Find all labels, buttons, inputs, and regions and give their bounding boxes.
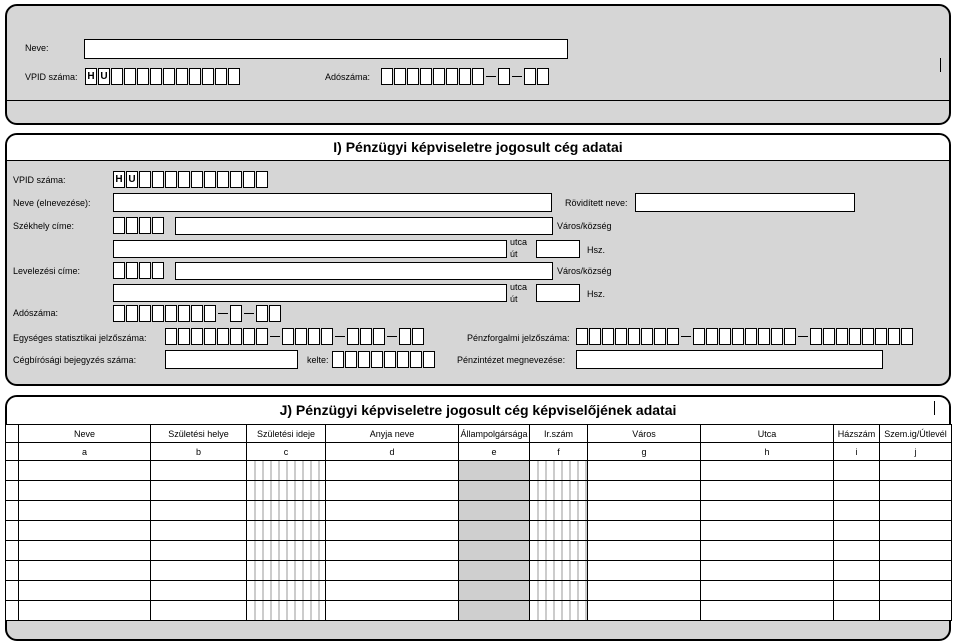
char-box[interactable] [228, 68, 240, 85]
table-cell[interactable] [459, 541, 530, 561]
separator-dash [218, 313, 228, 314]
table-cell[interactable] [701, 461, 834, 481]
table-row [6, 561, 952, 581]
table-cell[interactable] [459, 461, 530, 481]
char-box[interactable] [111, 68, 123, 85]
char-box[interactable] [256, 328, 268, 345]
column-letter: e [459, 443, 530, 461]
company-name-label: Neve (elnevezése): [13, 198, 91, 208]
table-cell[interactable] [326, 601, 459, 621]
char-box[interactable] [433, 68, 445, 85]
mail-address-label: Levelezési címe: [13, 266, 81, 276]
table-cell[interactable] [19, 481, 151, 501]
seat-city-field[interactable] [175, 217, 553, 235]
representatives-table [5, 424, 952, 621]
char-box[interactable] [113, 217, 125, 234]
table-cell[interactable] [530, 601, 588, 621]
char-box[interactable] [399, 328, 411, 345]
char-box[interactable] [732, 328, 744, 345]
table-cell[interactable] [530, 541, 588, 561]
table-cell[interactable] [247, 481, 326, 501]
char-box[interactable] [371, 351, 383, 368]
char-box[interactable]: H [85, 68, 97, 85]
table-cell[interactable] [530, 501, 588, 521]
stat-number-label: Egységes statisztikai jelzőszáma: [13, 333, 147, 343]
column-header: Állampolgársága [459, 425, 530, 443]
char-box[interactable]: U [126, 171, 138, 188]
char-box[interactable] [745, 328, 757, 345]
short-name-label: Rövidített neve: [565, 198, 628, 208]
char-box[interactable] [888, 328, 900, 345]
char-box[interactable] [152, 305, 164, 322]
char-box[interactable] [215, 68, 227, 85]
table-cell[interactable] [151, 581, 247, 601]
table-cell[interactable] [701, 521, 834, 541]
table-cell[interactable] [151, 561, 247, 581]
char-box[interactable] [165, 328, 177, 345]
char-box[interactable] [576, 328, 588, 345]
char-box[interactable] [176, 68, 188, 85]
char-box[interactable] [150, 68, 162, 85]
table-cell[interactable] [834, 521, 880, 541]
table-cell[interactable] [247, 561, 326, 581]
row-gutter [6, 561, 19, 581]
separator-dash [798, 336, 808, 337]
table-cell[interactable] [880, 601, 952, 621]
table-cell[interactable] [247, 541, 326, 561]
char-box[interactable] [628, 328, 640, 345]
char-box[interactable] [113, 305, 125, 322]
char-box[interactable] [113, 262, 125, 279]
row-gutter [6, 521, 19, 541]
seat-house-field[interactable] [536, 240, 580, 258]
char-box[interactable] [836, 328, 848, 345]
table-cell[interactable] [247, 581, 326, 601]
table-cell[interactable] [19, 601, 151, 621]
char-box[interactable] [360, 328, 372, 345]
section-j-panel [5, 395, 951, 641]
mail-house-field[interactable] [536, 284, 580, 302]
table-row [6, 501, 952, 521]
char-box[interactable] [165, 305, 177, 322]
char-box[interactable] [256, 305, 268, 322]
char-box[interactable] [347, 328, 359, 345]
char-box[interactable] [784, 328, 796, 345]
char-box[interactable] [243, 328, 255, 345]
name-field[interactable] [84, 39, 568, 59]
table-cell[interactable] [19, 501, 151, 521]
table-cell[interactable] [834, 481, 880, 501]
table-cell[interactable] [701, 581, 834, 601]
char-box[interactable] [459, 68, 471, 85]
char-box[interactable] [139, 217, 151, 234]
char-box[interactable] [191, 328, 203, 345]
column-header: Házszám [834, 425, 880, 443]
table-cell[interactable] [588, 561, 701, 581]
char-box[interactable] [849, 328, 861, 345]
table-cell[interactable] [588, 581, 701, 601]
char-box[interactable] [446, 68, 458, 85]
section-i-title: I) Pénzügyi képviseletre jogosult cég adatai [7, 135, 949, 161]
seat-house-label: Hsz. [587, 245, 605, 255]
stat-number-boxes[interactable] [165, 328, 425, 345]
char-box[interactable] [204, 171, 216, 188]
column-letter: c [247, 443, 326, 461]
section-i-panel [5, 133, 951, 386]
seat-street-label-1: utca [510, 237, 528, 247]
name-label: Neve: [25, 43, 49, 53]
char-box[interactable] [139, 171, 151, 188]
seat-address-label: Székhely címe: [13, 221, 75, 231]
char-box[interactable] [524, 68, 536, 85]
table-cell[interactable] [701, 501, 834, 521]
char-box[interactable] [537, 68, 549, 85]
table-cell[interactable] [459, 581, 530, 601]
table-row [6, 581, 952, 601]
table-cell[interactable] [151, 541, 247, 561]
row-gutter [6, 601, 19, 621]
char-box[interactable] [256, 171, 268, 188]
char-box[interactable] [178, 328, 190, 345]
table-cell[interactable] [701, 601, 834, 621]
table-cell[interactable] [880, 501, 952, 521]
table-cell[interactable] [880, 581, 952, 601]
table-cell[interactable] [530, 521, 588, 541]
date-label: kelte: [307, 355, 329, 365]
char-box[interactable] [139, 262, 151, 279]
mail-city-label: Város/község [557, 266, 612, 276]
bank-name-label: Pénzintézet megnevezése: [457, 355, 566, 365]
mail-street-field[interactable] [113, 284, 507, 302]
tax-number-label: Adószáma: [325, 72, 371, 82]
column-header: Neve [19, 425, 151, 443]
company-tax-boxes[interactable] [113, 305, 282, 322]
char-box[interactable] [191, 171, 203, 188]
table-row [6, 601, 952, 621]
table-cell[interactable] [151, 601, 247, 621]
char-box[interactable]: U [98, 68, 110, 85]
date-boxes[interactable] [332, 351, 436, 368]
row-gutter [6, 481, 19, 501]
char-box[interactable] [615, 328, 627, 345]
mail-house-label: Hsz. [587, 289, 605, 299]
table-cell[interactable] [19, 581, 151, 601]
char-box[interactable] [412, 328, 424, 345]
char-box[interactable] [126, 305, 138, 322]
char-box[interactable] [345, 351, 357, 368]
separator-dash [512, 76, 522, 77]
seat-street-label-2: út [510, 249, 518, 259]
table-cell[interactable] [247, 601, 326, 621]
table-cell[interactable] [19, 541, 151, 561]
char-box[interactable] [204, 328, 216, 345]
column-letter: f [530, 443, 588, 461]
text-cursor-j [934, 401, 935, 415]
table-cell[interactable] [588, 521, 701, 541]
char-box[interactable] [202, 68, 214, 85]
table-cell[interactable] [247, 461, 326, 481]
row-gutter [6, 443, 19, 461]
table-cell[interactable] [19, 461, 151, 481]
char-box[interactable] [126, 217, 138, 234]
table-cell[interactable] [151, 521, 247, 541]
mail-street-label-1: utca [510, 282, 528, 292]
char-box[interactable] [875, 328, 887, 345]
seat-zip-boxes[interactable] [113, 217, 165, 234]
char-box[interactable] [165, 171, 177, 188]
char-box[interactable] [498, 68, 510, 85]
char-box[interactable] [358, 351, 370, 368]
table-row [6, 481, 952, 501]
char-box[interactable] [124, 68, 136, 85]
table-cell[interactable] [459, 501, 530, 521]
vpid-label: VPID száma: [25, 72, 78, 82]
table-cell[interactable] [880, 561, 952, 581]
char-box[interactable] [163, 68, 175, 85]
column-header: Anyja neve [326, 425, 459, 443]
column-letter: g [588, 443, 701, 461]
table-cell[interactable] [588, 481, 701, 501]
char-box[interactable] [178, 305, 190, 322]
table-cell[interactable] [19, 561, 151, 581]
table-cell[interactable] [530, 461, 588, 481]
short-name-field[interactable] [635, 193, 855, 212]
column-letter: b [151, 443, 247, 461]
separator-dash [681, 336, 691, 337]
char-box[interactable] [269, 305, 281, 322]
row-gutter [6, 541, 19, 561]
mail-street-label-2: út [510, 294, 518, 304]
table-cell[interactable] [880, 541, 952, 561]
column-letter: j [880, 443, 952, 461]
court-registration-label: Cégbírósági bejegyzés száma: [13, 355, 137, 365]
table-cell[interactable] [880, 481, 952, 501]
table-cell[interactable] [247, 501, 326, 521]
char-box[interactable] [602, 328, 614, 345]
table-cell[interactable] [834, 601, 880, 621]
table-cell[interactable] [530, 481, 588, 501]
row-gutter [6, 461, 19, 481]
char-box[interactable] [332, 351, 344, 368]
char-box[interactable] [152, 262, 164, 279]
column-letter: a [19, 443, 151, 461]
char-box[interactable] [373, 328, 385, 345]
panel-divider [7, 100, 949, 101]
company-tax-label: Adószáma: [13, 308, 59, 318]
table-cell[interactable] [701, 541, 834, 561]
table-cell[interactable] [701, 481, 834, 501]
char-box[interactable] [152, 217, 164, 234]
table-row [6, 521, 952, 541]
row-gutter [6, 501, 19, 521]
table-cell[interactable] [151, 501, 247, 521]
char-box[interactable] [230, 328, 242, 345]
section-j-title: J) Pénzügyi képviseletre jogosult cég képviselőjének adatai [7, 397, 949, 425]
company-name-field[interactable] [113, 193, 552, 212]
char-box[interactable] [472, 68, 484, 85]
table-cell[interactable] [247, 521, 326, 541]
char-box[interactable] [823, 328, 835, 345]
char-box[interactable] [758, 328, 770, 345]
column-header: Születési helye [151, 425, 247, 443]
table-cell[interactable] [326, 521, 459, 541]
char-box[interactable] [321, 328, 333, 345]
table-cell[interactable] [151, 461, 247, 481]
table-cell[interactable] [326, 541, 459, 561]
account-number-boxes[interactable] [576, 328, 914, 345]
mail-city-field[interactable] [175, 262, 553, 280]
table-cell[interactable] [326, 501, 459, 521]
company-vpid-boxes[interactable] [113, 171, 269, 188]
column-header: Utca [701, 425, 834, 443]
table-cell[interactable] [880, 521, 952, 541]
column-letter: i [834, 443, 880, 461]
row-gutter-header [6, 425, 19, 443]
table-cell[interactable] [326, 561, 459, 581]
tax-number-boxes[interactable] [381, 68, 550, 85]
char-box[interactable] [308, 328, 320, 345]
char-box[interactable] [901, 328, 913, 345]
vpid-boxes[interactable] [85, 68, 241, 85]
table-cell[interactable] [459, 521, 530, 541]
char-box[interactable] [189, 68, 201, 85]
table-cell[interactable] [880, 461, 952, 481]
text-cursor [940, 58, 941, 72]
char-box[interactable] [706, 328, 718, 345]
char-box[interactable] [126, 262, 138, 279]
table-cell[interactable] [530, 581, 588, 601]
char-box[interactable] [641, 328, 653, 345]
table-cell[interactable] [459, 481, 530, 501]
court-registration-field[interactable] [165, 350, 298, 369]
separator-dash [335, 336, 345, 337]
separator-dash [270, 336, 280, 337]
table-row [6, 541, 952, 561]
table-cell[interactable] [326, 581, 459, 601]
column-header: Szem.ig/Útlevél [880, 425, 952, 443]
seat-street-field[interactable] [113, 240, 507, 258]
char-box[interactable] [407, 68, 419, 85]
separator-dash [486, 76, 496, 77]
char-box[interactable] [410, 351, 422, 368]
table-cell[interactable] [326, 461, 459, 481]
char-box[interactable] [282, 328, 294, 345]
char-box[interactable] [693, 328, 705, 345]
table-cell[interactable] [834, 461, 880, 481]
table-cell[interactable] [588, 461, 701, 481]
table-cell[interactable] [459, 601, 530, 621]
char-box[interactable] [381, 68, 393, 85]
table-cell[interactable] [834, 561, 880, 581]
char-box[interactable] [719, 328, 731, 345]
char-box[interactable] [191, 305, 203, 322]
table-cell[interactable] [19, 521, 151, 541]
char-box[interactable] [230, 171, 242, 188]
row-gutter [6, 581, 19, 601]
table-cell[interactable] [834, 541, 880, 561]
column-header: Születési ideje [247, 425, 326, 443]
company-vpid-label: VPID száma: [13, 175, 66, 185]
mail-zip-boxes[interactable] [113, 262, 165, 279]
char-box[interactable] [397, 351, 409, 368]
table-cell[interactable] [530, 561, 588, 581]
char-box[interactable] [204, 305, 216, 322]
char-box[interactable]: H [113, 171, 125, 188]
table-cell[interactable] [459, 561, 530, 581]
char-box[interactable] [384, 351, 396, 368]
char-box[interactable] [667, 328, 679, 345]
taxpayer-panel [5, 4, 951, 125]
separator-dash [244, 313, 254, 314]
column-letter: d [326, 443, 459, 461]
column-header: Ir.szám [530, 425, 588, 443]
char-box[interactable] [589, 328, 601, 345]
table-cell[interactable] [588, 501, 701, 521]
column-header: Város [588, 425, 701, 443]
bank-name-field[interactable] [576, 350, 883, 369]
table-cell[interactable] [834, 501, 880, 521]
account-number-label: Pénzforgalmi jelzőszáma: [467, 333, 570, 343]
char-box[interactable] [862, 328, 874, 345]
char-box[interactable] [137, 68, 149, 85]
table-cell[interactable] [588, 541, 701, 561]
char-box[interactable] [771, 328, 783, 345]
char-box[interactable] [394, 68, 406, 85]
table-cell[interactable] [151, 481, 247, 501]
table-cell[interactable] [834, 581, 880, 601]
table-cell[interactable] [326, 481, 459, 501]
char-box[interactable] [178, 171, 190, 188]
char-box[interactable] [810, 328, 822, 345]
char-box[interactable] [420, 68, 432, 85]
char-box[interactable] [423, 351, 435, 368]
char-box[interactable] [152, 171, 164, 188]
char-box[interactable] [230, 305, 242, 322]
seat-city-label: Város/község [557, 221, 612, 231]
table-cell[interactable] [701, 561, 834, 581]
char-box[interactable] [217, 328, 229, 345]
column-letter: h [701, 443, 834, 461]
separator-dash [387, 336, 397, 337]
char-box[interactable] [139, 305, 151, 322]
char-box[interactable] [243, 171, 255, 188]
table-row [6, 461, 952, 481]
char-box[interactable] [295, 328, 307, 345]
char-box[interactable] [654, 328, 666, 345]
table-cell[interactable] [588, 601, 701, 621]
char-box[interactable] [217, 171, 229, 188]
